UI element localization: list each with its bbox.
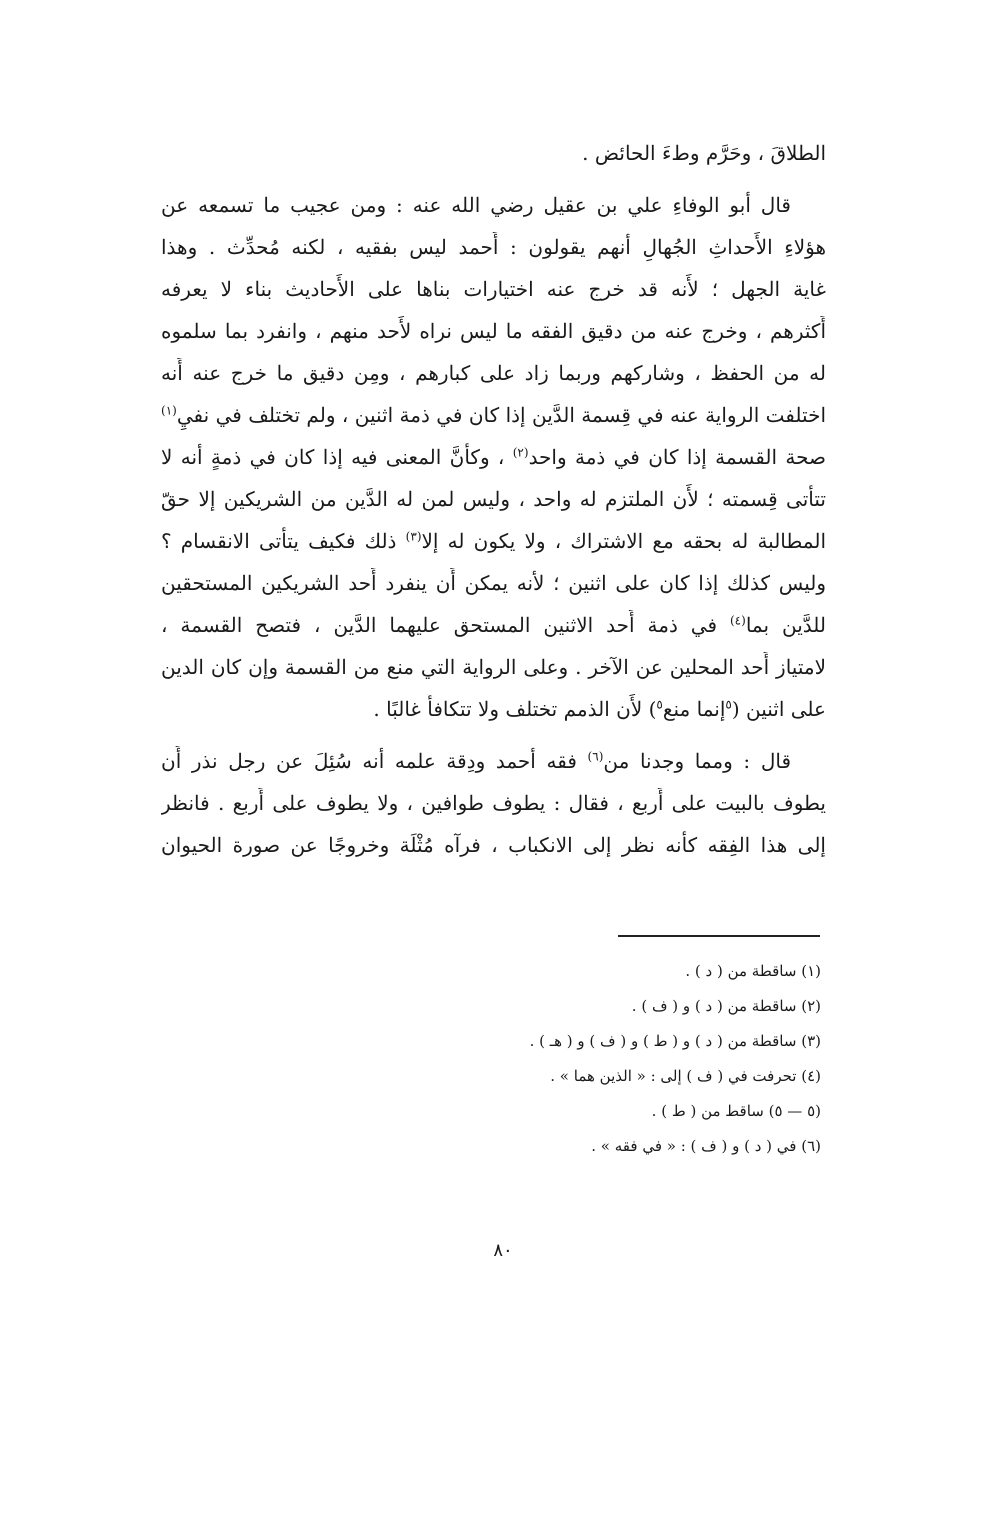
- line-text: لامتياز أَحد المحلين عن الآخر . وعلى الرواية التي منع من القسمة وإن كان الدين: [161, 655, 826, 679]
- line-text: إنما منع: [662, 697, 726, 721]
- footnote: (٥ — ٥) ساقط من ( ط ) .: [651, 1102, 821, 1120]
- footnote-mark: (٣): [405, 529, 422, 544]
- line-text: وليس كذلك إذا كان على اثنين ؛ لأنه يمكن أَن ينفرد أَحد الشريكين المستحقين: [161, 571, 826, 595]
- text-line: [161, 652, 826, 682]
- line-text: فقه أحمد ودِقة علمه أنه سُئِلَ عن رجل نذر أَن: [161, 749, 577, 773]
- text-line: [161, 232, 826, 262]
- line-text: المطالبة له بحقه مع الاشتراك ، ولا يكون له إلا: [421, 529, 826, 553]
- footnote: (١) ساقطة من ( د ) .: [685, 962, 821, 980]
- footnote: (٦) في ( د ) و ( ف ) : « في فقه » .: [591, 1137, 821, 1155]
- line-text: على اثنين (: [731, 697, 826, 721]
- footnote-divider: [618, 935, 820, 937]
- line-text: له من الحفظ ، وشاركهم وربما زاد على كبارهم ، ومِن دقيق ما خرج عنه أَنه: [161, 361, 826, 385]
- footnote-mark: (٤): [729, 613, 746, 628]
- line-text: ) لأَن الذمم تختلف ولا تتكافأُ غالبًا .: [373, 697, 657, 721]
- line-text: صحة القسمة إذا كان في ذمة واحد: [528, 445, 826, 469]
- text-line: [161, 316, 826, 346]
- text-line: [161, 830, 826, 860]
- text-line: [161, 746, 791, 776]
- line-text: للدَّين بما: [745, 613, 826, 637]
- text-line: [161, 274, 826, 304]
- text-line: [161, 526, 826, 556]
- line-text: أَكثرهم ، وخرج عنه من دقيق الفقه ما ليس نراه لأَحد منهم ، وانفرد بما سلموه: [161, 319, 826, 343]
- line-text: قال : ومما وجدنا من: [603, 749, 791, 773]
- line-text: في ذمة أَحد الاثنين المستحق عليهما الدَّين ، فتصح القسمة ،: [161, 613, 718, 637]
- footnote-mark: ٥: [656, 697, 663, 712]
- footnote-mark: (٢): [512, 445, 529, 460]
- text-line: [161, 694, 826, 724]
- line-text: هؤلاءِ الأَحداثِ الجُهالِ أنهم يقولون : أَحمد ليس بفقيه ، لكنه مُحدِّث . وهذا: [161, 235, 826, 259]
- line-text: الطلاقَ ، وحَرَّم وطءَ الحائض .: [582, 141, 826, 165]
- text-line: [161, 568, 826, 598]
- text-line: [161, 138, 826, 168]
- footnote: (٣) ساقطة من ( د ) و ( ط ) و ( ف ) و ( هـ ) .: [529, 1032, 821, 1050]
- text-line: [161, 610, 826, 640]
- line-text: إلى هذا الفِقه كأَنه نظر إلى الانكباب ، فرآه مُثْلَة وخروجًا عن صورة الحيوان: [161, 833, 826, 857]
- footnote-mark: (٦): [587, 749, 604, 764]
- line-text: ذلك فكيف يتأَتى الانقسام ؟: [161, 529, 397, 553]
- footnote-mark: (١): [161, 403, 177, 418]
- footnote: (٢) ساقطة من ( د ) و ( ف ) .: [631, 997, 821, 1015]
- text-line: [161, 484, 826, 514]
- footnote: (٤) تحرفت في ( ف ) إلى : « الذين هما » .: [550, 1067, 821, 1085]
- text-line: [161, 400, 826, 430]
- text-line: [161, 190, 791, 220]
- page-number: ٨٠: [493, 1240, 513, 1261]
- text-line: [161, 358, 826, 388]
- text-line: [161, 788, 826, 818]
- line-text: قال أبو الوفاءِ علي بن عقيل رضي الله عنه : ومن عجيب ما تسمعه عن: [161, 193, 791, 217]
- line-text: اختلفت الرواية عنه في قِسمة الدَّين إذا كان في ذمة اثنين ، ولم تختلف في نفيِ: [176, 403, 826, 427]
- footnote-mark: ٥: [725, 697, 732, 712]
- line-text: يطوف بالبيت على أَربع ، فقال : يطوف طوافين ، ولا يطوف على أَربع . فانظر: [161, 791, 826, 815]
- text-line: [161, 442, 826, 472]
- line-text: ، وكأَنَّ المعنى فيه إذا كان في ذمةٍ أنه لا: [161, 445, 505, 469]
- line-text: تتأَتى قِسمته ؛ لأَن الملتزم له واحد ، وليس لمن له الدَّين من الشريكين إلا حقّ: [161, 487, 826, 511]
- line-text: غاية الجهل ؛ لأَنه قد خرج عنه اختيارات بناها على الأَحاديث بناء لا يعرفه: [161, 277, 826, 301]
